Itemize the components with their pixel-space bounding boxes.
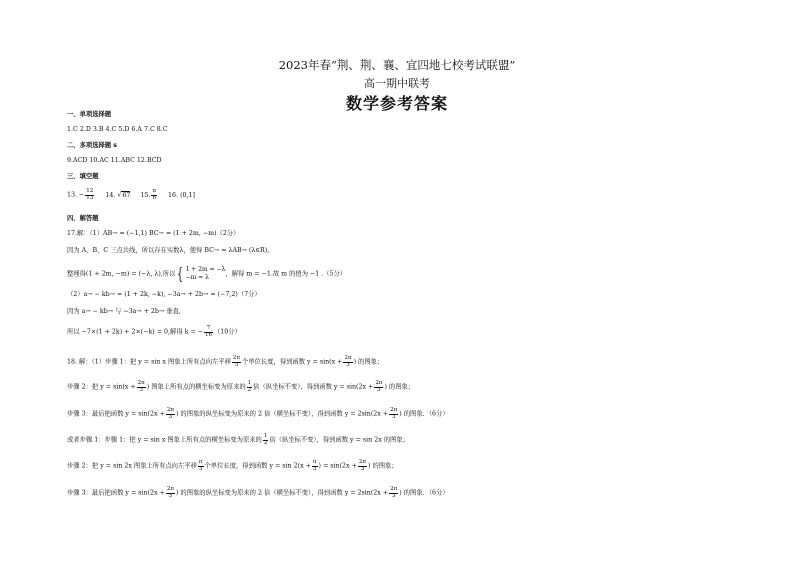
fill-in-answers: 13. − $\frac{12}{13}$ 14. √67 15. $\frac{\pi}{6}$ 16. (0,1] <box>67 188 195 201</box>
q18-l2-b: ) 图象上所有点的横坐标变为原来的 <box>146 383 246 391</box>
q18-l3-num-2: 2π <box>390 407 398 413</box>
q18-l4-b: 倍（纵坐标不变），得到函数 y = sin 2x 的图象； <box>269 436 409 444</box>
q13-denominator: 13 <box>86 194 94 201</box>
q18-l6-c: ) 的图象．（6分） <box>399 489 449 497</box>
multi-choice-answers: 9.ACD 10.AC 11.ABC 12.BCD <box>67 157 162 164</box>
q18-l3-b: ) 的图象的纵坐标变为原来的 2 倍（横坐标不变），得到函数 y = 2sin(2x + <box>175 410 389 418</box>
q18-line-3 <box>67 408 449 420</box>
q18-l3-den-2: 3 <box>391 413 396 420</box>
section-fill-in-title: 三、填空题 <box>67 173 99 180</box>
q18-l5-d: ) 的图象； <box>368 462 398 470</box>
q13-numerator: 12 <box>86 188 94 194</box>
q18-l4-a: 或者步骤 1：步骤 1：把 y = sin x 图象上所有点的横坐标变为原来的 <box>67 436 262 444</box>
q18-l2-den-2: 2 <box>247 386 252 393</box>
q18-line-5 <box>67 460 398 472</box>
q18-l5-num-2: π <box>312 459 317 465</box>
q17-line-6 <box>67 326 241 338</box>
q18-l3-num-1: 2π <box>166 407 174 413</box>
q18-l5-den-3: 3 <box>360 465 365 472</box>
q18-l6-frac-1 <box>166 487 175 499</box>
q18-l2-num-3: 2π <box>375 380 383 386</box>
q15-denominator: 6 <box>152 194 156 201</box>
q17-line-4: （2）a→ − kb→ = (1 + 2k, −k), −3a→ + 2b→ = (−7,2)（7分） <box>67 291 261 298</box>
q18-line-4 <box>67 434 409 446</box>
q18-l5-frac-2 <box>312 460 318 472</box>
q13-prefix: 13. − <box>67 191 85 199</box>
section-solutions-title: 四、解答题 <box>67 215 99 222</box>
q18-l1-b: 个单位长度，得到函数 y = sin(x + <box>242 358 343 366</box>
q18-l5-num-1: π <box>198 459 203 465</box>
q18-l2-num-2: 1 <box>247 380 252 386</box>
q18-l6-frac-2 <box>389 487 398 499</box>
q18-l6-num-2: 2π <box>390 486 398 492</box>
q17-system-eq-2: −m = λ <box>185 274 209 282</box>
answer-key-title: 数学参考答案 <box>345 94 448 113</box>
q17-line-1: 17.解：（1）AB→ = (−1,1) BC→ = (1 + 2m, −m)（2分） <box>67 230 240 237</box>
q18-l1-den-2: 3 <box>346 361 350 368</box>
q18-l1-num-2: 2π <box>344 355 352 361</box>
section-multi-choice-title: 二、多项选择题 s <box>67 142 118 149</box>
q18-l2-frac-3 <box>374 381 383 393</box>
q17-equation-system <box>186 266 226 282</box>
q18-l5-frac-1 <box>198 460 204 472</box>
q18-l3-a: 步骤 3：最后把函数 y = sin(2x + <box>67 410 165 418</box>
q18-l5-den-2: 3 <box>312 465 317 472</box>
q18-l1-frac-2 <box>343 356 352 368</box>
q13-fraction <box>85 189 94 201</box>
q17-line-6-text-a: 所以 −7×(1 + 2k) + 2×(−k) = 0,解得 k = − <box>67 328 203 336</box>
q17-line-6-text-b: （10分） <box>214 328 241 336</box>
q18-l6-den-2: 3 <box>391 492 396 499</box>
q17-line-3: 整理得(1 + 2m, −m) = (−λ, λ),所以 { 1 + 2m = −λ −m = λ ，解得 m = −1.故 m 的值为 −1 .（5分） <box>67 264 347 284</box>
q18-l5-den-1: 3 <box>198 465 203 472</box>
q18-l6-a: 步骤 3：最后把函数 y = sin(2x + <box>67 489 165 497</box>
q18-l4-num-1: 1 <box>263 433 268 439</box>
section-single-choice-title: 一、单项选择题 <box>67 111 112 118</box>
q18-l1-a: 18. 解：（1）步骤 1：把 y = sin x 图象上所有点向左平移 <box>67 358 231 366</box>
q18-l3-frac-2 <box>389 408 398 420</box>
q18-l5-b: 个单位长度，得到函数 y = sin 2(x + <box>204 462 311 470</box>
q17-line-5: 因为 a→ − kb→ 与 −3a→ + 2b→ 垂直, <box>67 308 181 315</box>
q18-line-1 <box>67 356 383 368</box>
q18-l2-den-3: 3 <box>377 386 381 393</box>
q18-l6-num-1: 2π <box>166 486 174 492</box>
exam-alliance-title: 2023年春“荆、荆、襄、宜四地七校考试联盟” <box>278 58 516 72</box>
q18-l2-num-1: 2π <box>137 380 145 386</box>
q18-l6-den-1: 3 <box>168 492 173 499</box>
q17-line-3-text-b: ，解得 m = −1.故 m 的值为 −1 .（5分） <box>225 270 347 278</box>
q18-l6-b: ) 的图象的纵坐标变为原来的 2 倍（横坐标不变），得到函数 y = 2sin(2x + <box>175 489 389 497</box>
q18-l2-d: ) 的图象； <box>384 383 415 391</box>
q18-l3-den-1: 3 <box>168 413 173 420</box>
q18-l2-c: 倍（纵坐标不变），得到函数 y = sin(2x + <box>253 383 374 391</box>
q17-k-denominator: 16 <box>205 331 212 338</box>
q18-l5-frac-3 <box>358 460 367 472</box>
q17-line-3-text-a: 整理得(1 + 2m, −m) = (−λ, λ),所以 <box>67 270 176 278</box>
q18-l3-frac-1 <box>166 408 175 420</box>
q15-prefix: 15. <box>140 191 151 199</box>
q18-line-6 <box>67 487 449 499</box>
q14-prefix: 14. <box>105 191 116 199</box>
q17-k-numerator: 7 <box>204 326 213 333</box>
q18-l2-a: 步骤 2：把 y = sin(x + <box>67 383 136 391</box>
q18-l1-frac-1 <box>232 356 241 368</box>
q17-system-eq-1: 1 + 2m = −λ <box>185 266 226 273</box>
q15-fraction <box>151 189 157 201</box>
q18-l5-num-3: 2π <box>358 459 366 465</box>
q16-answer: 16. (0,1] <box>168 191 195 199</box>
q18-l2-den-1: 3 <box>139 386 143 393</box>
q18-l4-frac-1 <box>263 434 269 446</box>
q18-l2-frac-1 <box>137 381 146 393</box>
q18-line-2 <box>67 381 414 393</box>
exam-subtitle: 高一期中联考 <box>364 77 430 90</box>
single-choice-answers: 1.C 2.D 3.B 4.C 5.D 6.A 7.C 8.C <box>67 126 168 133</box>
q18-l1-num-1: 2π <box>232 355 241 361</box>
q14-sqrt-value: 67 <box>122 191 131 199</box>
q18-l4-den-1: 2 <box>263 439 268 446</box>
q18-l5-c: ) = sin(2x + <box>318 462 357 470</box>
q18-l3-c: ) 的图象．（6分） <box>399 410 449 418</box>
q15-numerator: π <box>152 188 157 194</box>
q18-l1-den-1: 3 <box>234 361 239 368</box>
q18-l5-a: 步骤 2：把 y = sin 2x 图象上所有点向左平移 <box>67 462 197 470</box>
q17-line-2: 因为 A，B，C 三点共线，所以存在实数λ，使得 BC→ = λAB→ (λ∈R), <box>67 247 270 254</box>
q18-l2-frac-2 <box>247 381 253 393</box>
q18-l1-c: ) 的图象； <box>353 358 384 366</box>
q17-k-fraction <box>204 326 213 338</box>
